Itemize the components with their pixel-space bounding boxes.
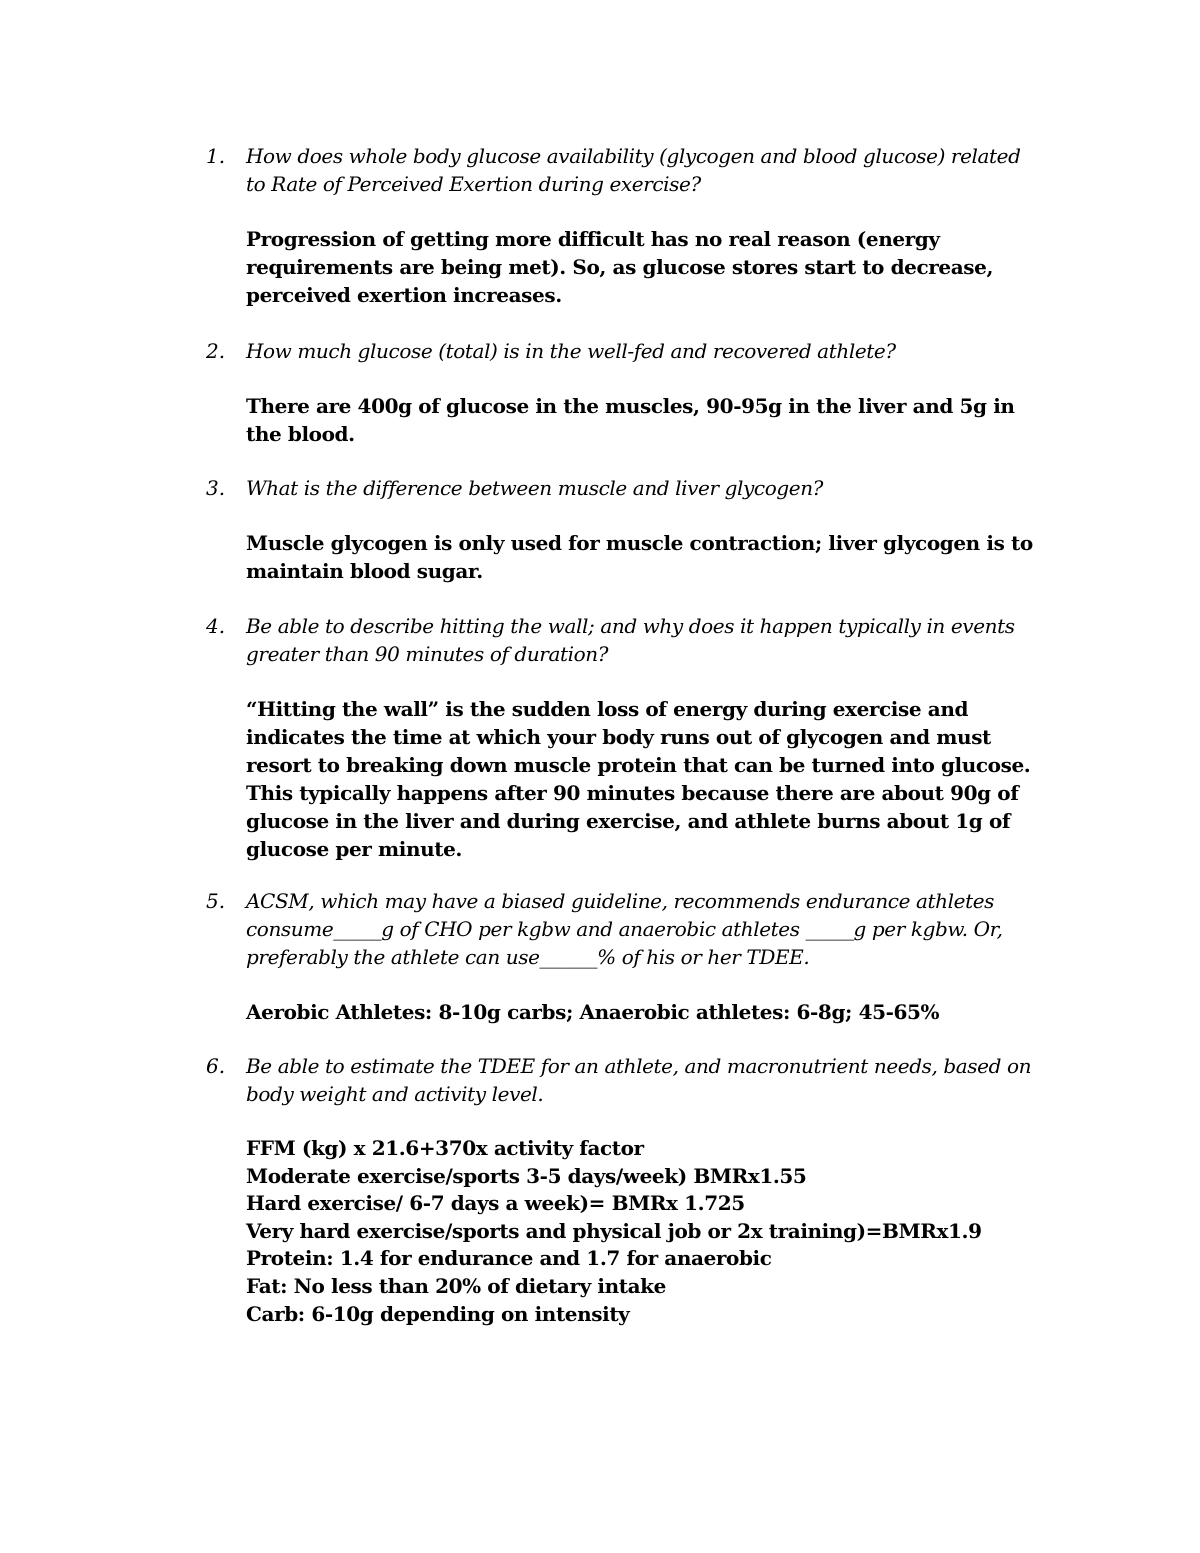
qa-item-2	[206, 337, 1036, 448]
item-number: 5.	[206, 889, 226, 913]
question-text: How much glucose (total) is in the well-fed and recovered athlete?	[246, 339, 896, 363]
question-text: How does whole body glucose availability (glycogen and blood glucose) related to Rate of Perceived Exertion during exercise?	[246, 144, 1021, 196]
qa-item-1	[206, 142, 1036, 309]
answer-line: Fat: No less than 20% of dietary intake	[246, 1273, 666, 1298]
question-text: Be able to describe hitting the wall; and why does it happen typically in events greater than 90 minutes of duration?	[246, 614, 1015, 666]
answer-text: Aerobic Athletes: 8-10g carbs; Anaerobic athletes: 6-8g; 45-65%	[246, 1000, 940, 1024]
qa-item-4	[206, 612, 1036, 863]
item-number: 6.	[206, 1054, 226, 1078]
answer-line: Hard exercise/ 6-7 days a week)= BMRx 1.725	[246, 1191, 745, 1216]
answer-text: Progression of getting more difficult has no real reason (energy requirements are being met). So, as glucose stores start to decrease, perceived exertion increases.	[246, 227, 994, 307]
answer-line: Very hard exercise/sports and physical job or 2x training)=BMRx1.9	[246, 1218, 982, 1243]
answer-text: There are 400g of glucose in the muscles, 90-95g in the liver and 5g in the blood.	[246, 394, 1015, 446]
answer-line: Protein: 1.4 for endurance and 1.7 for anaerobic	[246, 1246, 772, 1271]
answer-line: Moderate exercise/sports 3-5 days/week) BMRx1.55	[246, 1163, 807, 1188]
answer-line: Carb: 6-10g depending on intensity	[246, 1301, 630, 1326]
qa-item-3	[206, 474, 1036, 585]
question-text: What is the difference between muscle and liver glycogen?	[246, 476, 823, 500]
answer-line: FFM (kg) x 21.6+370x activity factor	[246, 1136, 644, 1160]
item-number: 1.	[206, 144, 226, 168]
tdee-answer-list	[246, 1135, 1036, 1328]
question-text: Be able to estimate the TDEE for an athlete, and macronutrient needs, based on body weight and activity level.	[246, 1054, 1032, 1106]
qa-item-6	[206, 1052, 1036, 1328]
question-text: ACSM, which may have a biased guideline, recommends endurance athletes consume_____g of CHO per kgbw and anaerobic athletes _____g per kgbw. Or, preferably the athlete can use______% of his or her TDEE.	[246, 889, 1003, 969]
item-number: 3.	[206, 476, 226, 500]
item-number: 2.	[206, 339, 226, 363]
answer-text: Muscle glycogen is only used for muscle contraction; liver glycogen is to maintain blood sugar.	[246, 531, 1033, 583]
qa-item-5	[206, 887, 1036, 1026]
item-number: 4.	[206, 614, 226, 638]
answer-text: “Hitting the wall” is the sudden loss of energy during exercise and indicates the time at which your body runs out of glycogen and must resort to breaking down muscle protein that can be turned into glucose. This typically happens after 90 minutes because there are about 90g of glucose in the liver and during exercise, and athlete burns about 1g of glucose per minute.	[246, 697, 1031, 861]
